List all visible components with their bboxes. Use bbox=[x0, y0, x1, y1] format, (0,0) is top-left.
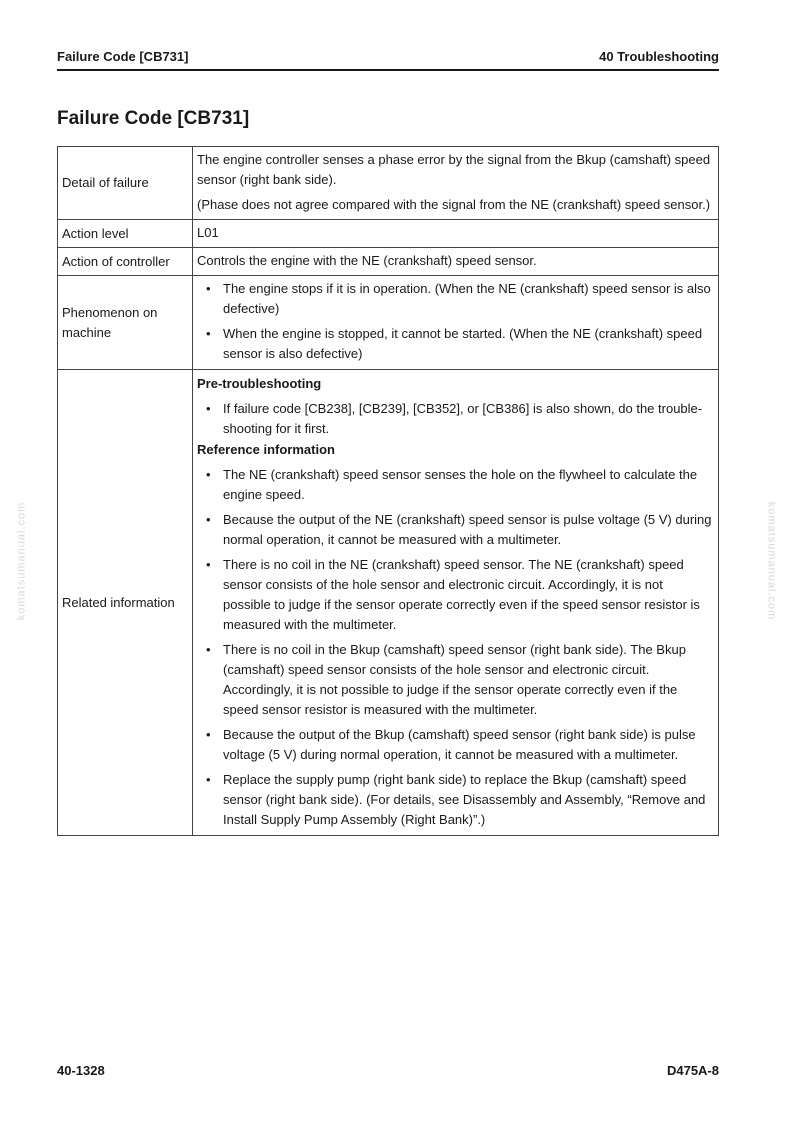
list-item bbox=[197, 640, 714, 720]
list-item-text: There is no coil in the Bkup (camshaft) speed sensor (right bank side). The Bkup (camshaft) speed sensor consists of the hole sensor and electronic circuit. Accordingly, it is not possible to judge if the sensor operate correctly even if the speed sensor resistor is measured with the multimeter. bbox=[223, 642, 686, 717]
list-item-text: The engine stops if it is in operation. (When the NE (crankshaft) speed sensor is also defective) bbox=[223, 281, 711, 316]
page-title: Failure Code [CB731] bbox=[57, 108, 250, 129]
list-item-text: If failure code [CB238], [CB239], [CB352], or [CB386] is also shown, do the trouble-shooting for it first. bbox=[223, 401, 703, 436]
list-item-text: When the engine is stopped, it cannot be started. (When the NE (crankshaft) speed sensor is also defective) bbox=[223, 326, 703, 361]
list-item bbox=[197, 555, 714, 635]
watermark-left: komatsumanual.com bbox=[15, 501, 28, 621]
bullet-icon: • bbox=[206, 727, 211, 742]
watermark-right: komatsumanual.com bbox=[765, 501, 778, 621]
page-number: 40-1328 bbox=[57, 1063, 105, 1078]
row-action-of-controller bbox=[58, 248, 719, 276]
bullet-icon: • bbox=[206, 281, 211, 296]
label-phenomenon-on-machine: Phenomenon on machine bbox=[58, 276, 193, 370]
label-related-information: Related information bbox=[58, 370, 193, 836]
list-item bbox=[197, 510, 714, 550]
list-item-text: Because the output of the Bkup (camshaft) speed sensor (right bank side) is pulse voltage (5 V) during normal operation, it cannot be measured with a multimeter. bbox=[223, 727, 696, 762]
list-item bbox=[197, 465, 714, 505]
bullet-icon: • bbox=[206, 557, 211, 572]
pre-troubleshooting-list bbox=[197, 399, 714, 439]
list-item-text: The NE (crankshaft) speed sensor senses the hole on the flywheel to calculate the engine speed. bbox=[223, 467, 698, 502]
row-phenomenon bbox=[58, 276, 719, 370]
failure-code-table bbox=[57, 146, 719, 836]
detail-paragraph: The engine controller senses a phase error by the signal from the Bkup (camshaft) speed sensor (right bank side). bbox=[197, 152, 711, 187]
row-detail-of-failure bbox=[58, 147, 719, 220]
bullet-icon: • bbox=[206, 772, 211, 787]
bullet-icon: • bbox=[206, 467, 211, 482]
row-action-level bbox=[58, 220, 719, 248]
detail-of-failure-content bbox=[193, 147, 719, 220]
label-detail-of-failure: Detail of failure bbox=[58, 147, 193, 220]
pre-troubleshooting-heading: Pre-troubleshooting bbox=[197, 376, 322, 391]
label-action-level: Action level bbox=[58, 220, 193, 248]
action-of-controller-value: Controls the engine with the NE (crankshaft) speed sensor. bbox=[193, 248, 719, 276]
bullet-icon: • bbox=[206, 512, 211, 527]
list-item-text: Because the output of the NE (crankshaft) speed sensor is pulse voltage (5 V) during normal operation, it cannot be measured with a multimeter. bbox=[223, 512, 712, 547]
list-item bbox=[197, 770, 714, 830]
detail-paragraph: (Phase does not agree compared with the signal from the NE (crankshaft) speed sensor.) bbox=[197, 197, 711, 212]
list-item bbox=[197, 279, 714, 319]
action-level-value: L01 bbox=[193, 220, 719, 248]
bullet-icon: • bbox=[206, 326, 211, 341]
list-item bbox=[197, 725, 714, 765]
list-item-text: There is no coil in the NE (crankshaft) speed sensor. The NE (crankshaft) speed sensor consists of the hole sensor and electronic circuit. Accordingly, it is not possible to judge if the sensor operate correctly even if the speed sensor resistor is measured with the multimeter. bbox=[223, 557, 700, 632]
reference-information-list bbox=[197, 465, 714, 830]
header-chapter-title: 40 Troubleshooting bbox=[599, 49, 719, 64]
phenomenon-list bbox=[197, 279, 714, 364]
row-related-information bbox=[58, 370, 719, 836]
bullet-icon: • bbox=[206, 401, 211, 416]
list-item bbox=[197, 324, 714, 364]
label-action-of-controller: Action of controller bbox=[58, 248, 193, 276]
bullet-icon: • bbox=[206, 642, 211, 657]
list-item-text: Replace the supply pump (right bank side) to replace the Bkup (camshaft) speed sensor (right bank side). (For details, see Disassembly and Assembly, “Remove and Install Supply Pump Assembly (Right Bank)”.) bbox=[223, 772, 706, 827]
header-section-title: Failure Code [CB731] bbox=[57, 49, 189, 64]
reference-information-heading: Reference information bbox=[197, 442, 335, 457]
related-information-content bbox=[193, 370, 719, 836]
model-code: D475A-8 bbox=[666, 1063, 719, 1078]
list-item bbox=[197, 399, 714, 439]
phenomenon-content bbox=[193, 276, 719, 370]
page-header bbox=[57, 48, 719, 71]
